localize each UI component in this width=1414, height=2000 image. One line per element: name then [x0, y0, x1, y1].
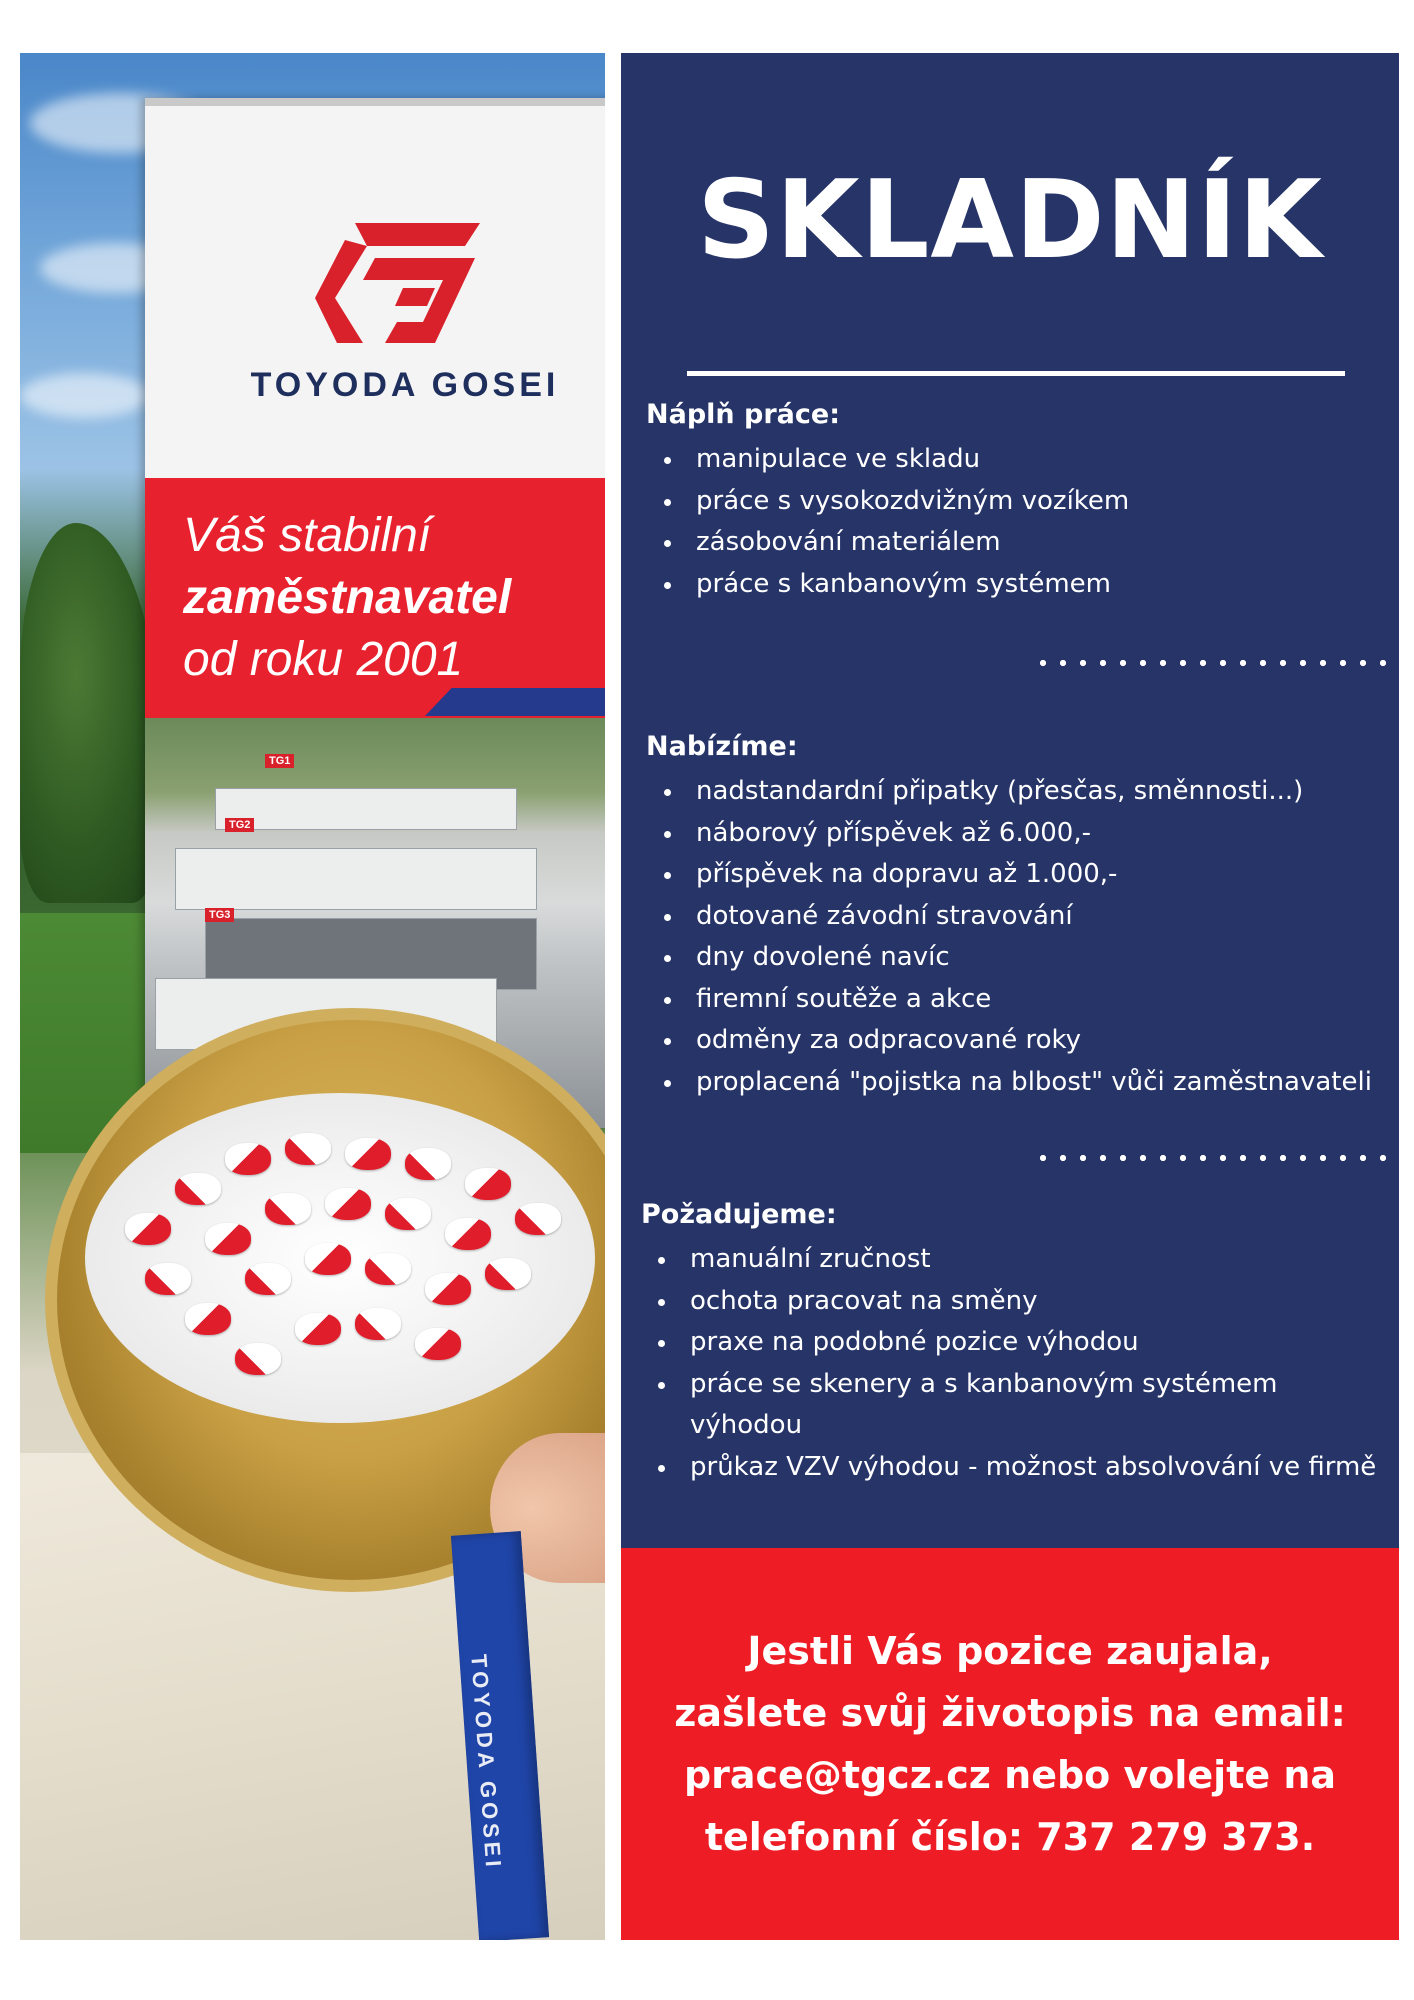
- list-item: odměny za odpracované roky: [656, 1020, 1396, 1062]
- list-item: dotované závodní stravování: [656, 896, 1396, 938]
- section-heading-requirements: Požadujeme:: [641, 1199, 837, 1230]
- contact-text: [674, 1620, 1346, 1868]
- candy: [415, 1328, 461, 1360]
- candy: [245, 1263, 291, 1295]
- list-item: manuální zručnost: [650, 1239, 1390, 1281]
- candy: [145, 1263, 191, 1295]
- contact-line: Jestli Vás pozice zaujala,: [747, 1629, 1273, 1673]
- slogan-line: od roku 2001: [183, 633, 464, 686]
- candy: [125, 1213, 171, 1245]
- candy: [465, 1168, 511, 1200]
- tg-tag: TG1: [265, 754, 294, 768]
- cloud: [20, 373, 150, 418]
- toyoda-gosei-logo-icon: [315, 218, 485, 348]
- dotted-divider: [1033, 659, 1393, 667]
- candy: [295, 1313, 341, 1345]
- candy: [355, 1308, 401, 1340]
- contact-box: [621, 1548, 1399, 1940]
- candy: [225, 1143, 271, 1175]
- contact-line: zašlete svůj životopis na email:: [674, 1691, 1346, 1735]
- slogan-line: Váš stabilní: [183, 509, 432, 562]
- list-item: nadstandardní připatky (přesčas, směnnosti...): [656, 771, 1396, 813]
- candy: [485, 1258, 531, 1290]
- list-item: zásobování materiálem: [656, 522, 1396, 564]
- building: [215, 788, 517, 830]
- candy: [385, 1198, 431, 1230]
- contact-line-phone: telefonní číslo: 737 279 373.: [704, 1815, 1316, 1859]
- candy: [405, 1148, 451, 1180]
- candy: [365, 1253, 411, 1285]
- candy: [325, 1188, 371, 1220]
- requirements-list: [650, 1239, 1390, 1488]
- job-title: SKLADNÍK: [697, 158, 1323, 283]
- candy: [175, 1173, 221, 1205]
- candy: [425, 1273, 471, 1305]
- list-item: průkaz VZV výhodou - možnost absolvování ve firmě: [650, 1447, 1390, 1489]
- building: [175, 848, 537, 910]
- tg-tag: TG2: [225, 818, 254, 832]
- slogan-line: zaměstnavatel: [183, 571, 512, 624]
- trees: [20, 523, 160, 903]
- offer-list: [656, 771, 1396, 1103]
- candy: [305, 1243, 351, 1275]
- list-item: práce se skenery a s kanbanovým systémem výhodou: [650, 1364, 1290, 1447]
- candy: [515, 1203, 561, 1235]
- candy: [235, 1343, 281, 1375]
- job-panel: [621, 53, 1399, 1548]
- list-item: dny dovolené navíc: [656, 937, 1396, 979]
- list-item: manipulace ve skladu: [656, 439, 1396, 481]
- candy: [285, 1133, 331, 1165]
- list-item: příspěvek na dopravu až 1.000,-: [656, 854, 1396, 896]
- list-item: ochota pracovat na směny: [650, 1281, 1390, 1323]
- candy: [185, 1303, 231, 1335]
- promo-photo: [20, 53, 605, 1940]
- candy-pile: [85, 1093, 595, 1423]
- brand-name: TOYODA GOSEI: [250, 366, 560, 404]
- candy: [265, 1193, 311, 1225]
- duties-list: [656, 439, 1396, 605]
- rollup-banner: [145, 98, 605, 1128]
- list-item: firemní soutěže a akce: [656, 979, 1396, 1021]
- list-item: praxe na podobné pozice výhodou: [650, 1322, 1390, 1364]
- slogan-band: [145, 478, 605, 718]
- lanyard-text: TOYODA GOSEI: [466, 1653, 507, 1872]
- contact-line-email: prace@tgcz.cz nebo volejte na: [683, 1753, 1337, 1797]
- blue-stripe: [425, 688, 605, 716]
- list-item: práce s kanbanovým systémem: [656, 564, 1396, 606]
- list-item: práce s vysokozdvižným vozíkem: [656, 481, 1396, 523]
- candy: [345, 1138, 391, 1170]
- candy: [445, 1218, 491, 1250]
- title-divider: [687, 371, 1345, 376]
- banner-top-bar: [145, 98, 605, 106]
- section-heading-duties: Náplň práce:: [646, 399, 840, 430]
- dotted-divider: [1033, 1154, 1393, 1162]
- list-item: náborový příspěvek až 6.000,-: [656, 813, 1396, 855]
- tg-tag: TG3: [205, 908, 234, 922]
- section-heading-offer: Nabízíme:: [646, 731, 798, 762]
- list-item: proplacená "pojistka na blbost" vůči zaměstnavateli: [656, 1062, 1396, 1104]
- candy: [205, 1223, 251, 1255]
